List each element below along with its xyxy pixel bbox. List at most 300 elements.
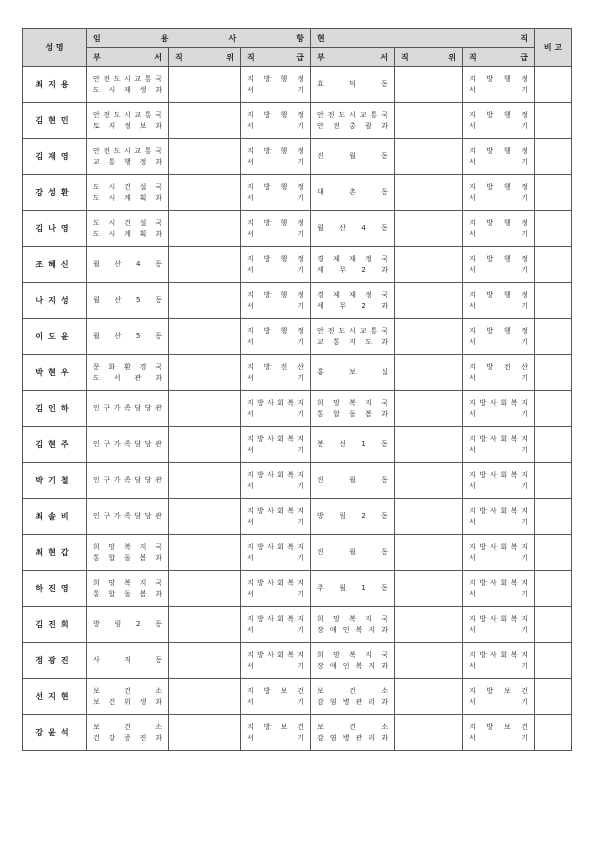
current-dept [311, 175, 395, 211]
appointment-dept-content [87, 439, 168, 450]
appointment-grade-line: 서 기 [247, 733, 305, 742]
appointment-dept-line: 인 구 가 족 담 당 관 [93, 440, 162, 448]
appointment-grade [241, 175, 311, 211]
current-grade [463, 499, 535, 535]
current-dept-content [311, 110, 394, 132]
note-cell [535, 715, 572, 751]
appointment-position [169, 607, 241, 643]
appointment-grade-line: 지 방 사 회 복 지 [247, 506, 304, 515]
current-dept-line: 진 월 동 [317, 152, 388, 160]
current-dept [311, 643, 395, 679]
note-cell [535, 103, 572, 139]
appointment-dept-line: 보 건 소 [93, 686, 162, 695]
appointment-position [169, 499, 241, 535]
appointment-dept-line: 도 시 건 설 국 [93, 182, 162, 191]
current-grade [463, 355, 535, 391]
current-dept-line: 대 촌 동 [317, 188, 388, 196]
current-grade-line: 서 기 [469, 661, 529, 670]
note-cell [535, 571, 572, 607]
appointment-grade [241, 139, 311, 175]
current-grade-line: 지 방 행 정 [469, 74, 528, 83]
table-row [23, 247, 572, 283]
current-dept-line: 진 월 동 [317, 476, 388, 484]
table-row [23, 607, 572, 643]
appointment-grade-content [241, 542, 310, 564]
employee-name: 강성환 [23, 175, 87, 211]
appointment-position [169, 283, 241, 319]
appointment-dept-line: 안 전 도 시 교 통 국 [93, 74, 162, 83]
current-dept-line: 희 망 복 지 국 [317, 650, 388, 659]
current-dept-content [311, 290, 394, 312]
current-dept-line: 효 덕 동 [317, 80, 388, 88]
current-grade-line: 지 방 사 회 복 지 [469, 434, 528, 443]
subheader-appointment-dept: 부 서 [87, 48, 169, 67]
appointment-dept-line: 도 시 계 획 과 [93, 193, 162, 202]
appointment-grade-line: 지 방 행 정 [247, 110, 305, 119]
appointment-position [169, 355, 241, 391]
current-grade-line: 지 방 사 회 복 지 [469, 650, 528, 659]
current-dept [311, 391, 395, 427]
current-position [395, 355, 463, 391]
employee-name: 이도윤 [23, 319, 87, 355]
employee-name: 최현갑 [23, 535, 87, 571]
appointment-grade-line: 서 기 [247, 553, 305, 562]
current-dept [311, 499, 395, 535]
current-grade [463, 535, 535, 571]
appointment-grade [241, 463, 311, 499]
appointment-grade-content [241, 182, 310, 204]
appointment-grade [241, 67, 311, 103]
appointment-grade [241, 319, 311, 355]
current-grade [463, 427, 535, 463]
appointment-dept [87, 319, 169, 355]
current-grade-line: 지 방 사 회 복 지 [469, 614, 528, 623]
note-cell [535, 643, 572, 679]
current-dept [311, 535, 395, 571]
current-grade-line: 지 방 행 정 [469, 110, 528, 119]
appointment-grade-line: 지 방 행 정 [247, 290, 305, 299]
table-row [23, 499, 572, 535]
current-grade-line: 지 방 사 회 복 지 [469, 470, 528, 479]
current-position [395, 175, 463, 211]
appointment-dept-content [87, 578, 168, 600]
current-position [395, 247, 463, 283]
current-grade-content [463, 470, 534, 492]
appointment-grade-line: 지 방 보 건 [247, 686, 305, 695]
appointment-position [169, 175, 241, 211]
employee-name: 최솔비 [23, 499, 87, 535]
current-dept-content [311, 583, 394, 594]
current-grade-line: 서 기 [469, 697, 529, 706]
current-grade-line: 지 방 행 정 [469, 254, 528, 263]
current-grade-line: 지 방 행 정 [469, 290, 528, 299]
current-dept-line: 희 망 복 지 국 [317, 398, 388, 407]
current-dept-content [311, 475, 394, 486]
appointment-grade [241, 643, 311, 679]
appointment-dept-content [87, 511, 168, 522]
current-grade-line: 지 방 행 정 [469, 326, 528, 335]
appointment-dept-content [87, 218, 168, 240]
current-dept [311, 211, 395, 247]
appointment-grade-line: 지 방 사 회 복 지 [247, 470, 304, 479]
appointment-grade-line: 지 방 사 회 복 지 [247, 434, 304, 443]
note-cell [535, 283, 572, 319]
appointment-grade-content [241, 362, 310, 384]
current-grade-content [463, 578, 534, 600]
appointment-dept-line: 희 망 복 지 국 [93, 542, 162, 551]
appointment-dept-line: 월 산 5 동 [93, 296, 162, 304]
current-grade-line: 서 기 [469, 121, 529, 130]
appointment-position [169, 427, 241, 463]
appointment-position [169, 139, 241, 175]
appointment-grade [241, 499, 311, 535]
appointment-dept-content [87, 655, 168, 666]
subheader-appointment-position: 직 위 [169, 48, 241, 67]
current-grade-content [463, 74, 534, 96]
appointment-dept [87, 211, 169, 247]
personnel-table [22, 28, 572, 751]
employee-name: 정광진 [23, 643, 87, 679]
current-grade [463, 643, 535, 679]
current-grade-line: 서 기 [469, 85, 529, 94]
employee-name: 최지용 [23, 67, 87, 103]
current-grade-line: 서 기 [469, 373, 529, 382]
current-dept-content [311, 511, 394, 522]
current-grade-line: 지 방 사 회 복 지 [469, 578, 528, 587]
current-position [395, 283, 463, 319]
appointment-dept-line: 인 구 가 족 담 당 관 [93, 476, 162, 484]
current-grade-line: 지 방 행 정 [469, 146, 528, 155]
current-grade-line: 지 방 행 정 [469, 218, 528, 227]
appointment-dept-line: 토 지 정 보 과 [93, 121, 162, 130]
table-row [23, 355, 572, 391]
current-grade-line: 서 기 [469, 229, 529, 238]
appointment-grade-content [241, 614, 310, 636]
appointment-position [169, 67, 241, 103]
current-dept-content [311, 326, 394, 348]
appointment-grade-line: 서 기 [247, 193, 305, 202]
current-grade-line: 서 기 [469, 625, 529, 634]
appointment-grade [241, 283, 311, 319]
current-grade-line: 지 방 사 회 복 지 [469, 506, 528, 515]
current-dept [311, 319, 395, 355]
current-dept-line: 봉 선 1 동 [317, 440, 388, 448]
subheader-current-position: 직 위 [395, 48, 463, 67]
appointment-dept [87, 427, 169, 463]
note-cell [535, 139, 572, 175]
appointment-grade-line: 서 기 [247, 661, 305, 670]
appointment-dept-line: 도 시 계 획 과 [93, 229, 162, 238]
appointment-grade-line: 서 기 [247, 157, 305, 166]
appointment-dept [87, 103, 169, 139]
appointment-position [169, 643, 241, 679]
current-position [395, 607, 463, 643]
current-dept [311, 679, 395, 715]
current-dept-line: 교 통 지 도 과 [317, 337, 388, 346]
current-grade [463, 139, 535, 175]
current-dept-line: 경 제 재 정 국 [317, 254, 388, 263]
appointment-position [169, 463, 241, 499]
employee-name: 김재영 [23, 139, 87, 175]
appointment-dept-content [87, 74, 168, 96]
note-cell [535, 463, 572, 499]
current-dept [311, 715, 395, 751]
current-grade [463, 175, 535, 211]
current-grade-content [463, 110, 534, 132]
current-dept-line: 장 애 인 복 지 과 [317, 661, 388, 670]
current-grade [463, 679, 535, 715]
current-dept [311, 427, 395, 463]
current-grade [463, 211, 535, 247]
appointment-grade-line: 서 기 [247, 121, 305, 130]
current-position [395, 391, 463, 427]
appointment-grade [241, 247, 311, 283]
current-dept-content [311, 79, 394, 90]
current-dept-line: 통 합 돌 봄 과 [317, 409, 388, 418]
appointment-grade-content [241, 74, 310, 96]
current-dept-line: 안 전 도 시 교 통 국 [317, 326, 388, 335]
current-grade-content [463, 686, 534, 708]
current-grade-line: 서 기 [469, 193, 529, 202]
appointment-grade-line: 서 기 [247, 697, 305, 706]
employee-name: 선지현 [23, 679, 87, 715]
appointment-dept-line: 인 구 가 족 담 당 관 [93, 512, 162, 520]
employee-name: 김진희 [23, 607, 87, 643]
appointment-grade-line: 지 방 행 정 [247, 182, 305, 191]
appointment-dept-content [87, 146, 168, 168]
current-grade-line: 지 방 전 산 [469, 362, 528, 371]
appointment-grade-content [241, 686, 310, 708]
appointment-grade-line: 지 방 사 회 복 지 [247, 614, 304, 623]
current-grade [463, 571, 535, 607]
appointment-grade [241, 679, 311, 715]
appointment-dept-content [87, 619, 168, 630]
appointment-grade-line: 서 기 [247, 229, 305, 238]
current-dept [311, 139, 395, 175]
note-cell [535, 535, 572, 571]
current-grade-line: 서 기 [469, 301, 529, 310]
appointment-dept-line: 문 화 환 경 국 [93, 362, 162, 371]
current-dept-line: 방 림 2 동 [317, 512, 388, 520]
appointment-position [169, 715, 241, 751]
appointment-dept [87, 247, 169, 283]
current-grade-line: 서 기 [469, 337, 529, 346]
appointment-grade [241, 391, 311, 427]
table-row [23, 463, 572, 499]
current-dept-content [311, 398, 394, 420]
current-dept-content [311, 187, 394, 198]
appointment-dept-content [87, 259, 168, 270]
appointment-position [169, 319, 241, 355]
appointment-grade-line: 서 기 [247, 625, 305, 634]
current-grade-line: 지 방 보 건 [469, 722, 528, 731]
appointment-grade-content [241, 722, 310, 744]
appointment-dept-line: 통 합 돌 봄 과 [93, 589, 162, 598]
appointment-dept [87, 463, 169, 499]
employee-name: 하진영 [23, 571, 87, 607]
appointment-grade-content [241, 506, 310, 528]
current-grade-content [463, 326, 534, 348]
note-cell [535, 247, 572, 283]
appointment-grade [241, 355, 311, 391]
current-grade-line: 서 기 [469, 157, 529, 166]
appointment-dept [87, 67, 169, 103]
current-dept-content [311, 547, 394, 558]
appointment-dept-line: 희 망 복 지 국 [93, 578, 162, 587]
current-grade [463, 103, 535, 139]
current-dept [311, 283, 395, 319]
current-dept-content [311, 722, 394, 744]
table-row [23, 427, 572, 463]
current-dept-line: 장 애 인 복 지 과 [317, 625, 388, 634]
appointment-grade [241, 103, 311, 139]
current-position [395, 535, 463, 571]
table-row [23, 319, 572, 355]
appointment-grade-line: 지 방 전 산 [247, 362, 305, 371]
note-cell [535, 319, 572, 355]
current-grade-content [463, 218, 534, 240]
current-position [395, 643, 463, 679]
subheader-appointment-grade: 직 급 [241, 48, 311, 67]
appointment-dept [87, 715, 169, 751]
appointment-grade-content [241, 578, 310, 600]
appointment-position [169, 679, 241, 715]
appointment-grade-line: 지 방 행 정 [247, 74, 305, 83]
current-dept-line: 홍 보 실 [317, 368, 388, 376]
note-cell [535, 211, 572, 247]
current-position [395, 571, 463, 607]
current-dept-line: 감 염 병 관 리 과 [317, 697, 388, 706]
table-row [23, 571, 572, 607]
current-dept-line: 감 염 병 관 리 과 [317, 733, 388, 742]
table-row [23, 715, 572, 751]
current-grade-content [463, 506, 534, 528]
current-grade [463, 715, 535, 751]
current-dept [311, 607, 395, 643]
appointment-dept [87, 139, 169, 175]
current-position [395, 427, 463, 463]
appointment-dept-line: 통 합 돌 봄 과 [93, 553, 162, 562]
appointment-dept-line: 안 전 도 시 교 통 국 [93, 110, 162, 119]
appointment-grade [241, 607, 311, 643]
current-grade-line: 서 기 [469, 481, 529, 490]
current-dept-line: 보 건 소 [317, 722, 388, 731]
appointment-dept-line: 보 건 소 [93, 722, 162, 731]
current-dept-content [311, 650, 394, 672]
current-dept [311, 355, 395, 391]
table-row [23, 535, 572, 571]
current-grade-line: 서 기 [469, 409, 529, 418]
current-grade-line: 지 방 사 회 복 지 [469, 398, 528, 407]
current-grade-content [463, 146, 534, 168]
appointment-grade-line: 지 방 보 건 [247, 722, 305, 731]
current-grade [463, 463, 535, 499]
table-row [23, 103, 572, 139]
table-row [23, 211, 572, 247]
appointment-grade [241, 211, 311, 247]
appointment-dept-line: 교 통 행 정 과 [93, 157, 162, 166]
employee-name: 박현우 [23, 355, 87, 391]
appointment-dept-content [87, 722, 168, 744]
note-cell [535, 679, 572, 715]
appointment-grade-content [241, 434, 310, 456]
appointment-grade-content [241, 398, 310, 420]
appointment-dept [87, 391, 169, 427]
current-dept-content [311, 367, 394, 378]
table-body [23, 67, 572, 751]
current-grade [463, 283, 535, 319]
appointment-grade [241, 571, 311, 607]
current-dept-content [311, 439, 394, 450]
current-position [395, 103, 463, 139]
current-grade-content [463, 362, 534, 384]
current-dept-line: 안 전 도 시 교 통 국 [317, 110, 388, 119]
appointment-dept-line: 도 서 관 과 [93, 373, 162, 382]
appointment-dept-content [87, 542, 168, 564]
current-grade-line: 서 기 [469, 589, 529, 598]
appointment-dept-content [87, 686, 168, 708]
appointment-grade-line: 서 기 [247, 445, 305, 454]
appointment-grade-line: 서 기 [247, 409, 305, 418]
table-row [23, 679, 572, 715]
note-cell [535, 427, 572, 463]
appointment-dept-content [87, 403, 168, 414]
header-appointment: 임 용 사 항 [87, 29, 311, 48]
appointment-dept [87, 355, 169, 391]
appointment-grade-line: 지 방 사 회 복 지 [247, 650, 304, 659]
appointment-dept [87, 499, 169, 535]
appointment-grade-line: 지 방 행 정 [247, 254, 305, 263]
appointment-grade-line: 서 기 [247, 301, 305, 310]
appointment-grade-line: 서 기 [247, 265, 305, 274]
appointment-dept-line: 인 구 가 족 담 당 관 [93, 404, 162, 412]
current-grade [463, 607, 535, 643]
appointment-dept [87, 571, 169, 607]
current-dept [311, 103, 395, 139]
current-position [395, 499, 463, 535]
appointment-dept-line: 월 산 4 동 [93, 260, 162, 268]
current-position [395, 67, 463, 103]
appointment-grade-line: 서 기 [247, 481, 305, 490]
appointment-dept-line: 사 직 동 [93, 656, 162, 664]
current-dept-line: 안 전 총 괄 과 [317, 121, 388, 130]
current-grade-line: 지 방 사 회 복 지 [469, 542, 528, 551]
appointment-grade-content [241, 326, 310, 348]
current-grade-content [463, 650, 534, 672]
appointment-grade-line: 서 기 [247, 373, 305, 382]
current-dept [311, 247, 395, 283]
appointment-position [169, 247, 241, 283]
appointment-dept [87, 175, 169, 211]
appointment-dept-line: 월 산 5 동 [93, 332, 162, 340]
table-row [23, 67, 572, 103]
table-row [23, 175, 572, 211]
appointment-dept [87, 643, 169, 679]
appointment-grade-line: 지 방 사 회 복 지 [247, 542, 304, 551]
current-position [395, 715, 463, 751]
subheader-current-dept: 부 서 [311, 48, 395, 67]
appointment-grade [241, 427, 311, 463]
note-cell [535, 175, 572, 211]
appointment-dept-line: 안 전 도 시 교 통 국 [93, 146, 162, 155]
appointment-grade-line: 지 방 사 회 복 지 [247, 398, 304, 407]
appointment-grade-content [241, 146, 310, 168]
appointment-grade [241, 715, 311, 751]
employee-name: 나지성 [23, 283, 87, 319]
employee-name: 강윤석 [23, 715, 87, 751]
appointment-dept [87, 679, 169, 715]
current-dept-line: 경 제 재 정 국 [317, 290, 388, 299]
